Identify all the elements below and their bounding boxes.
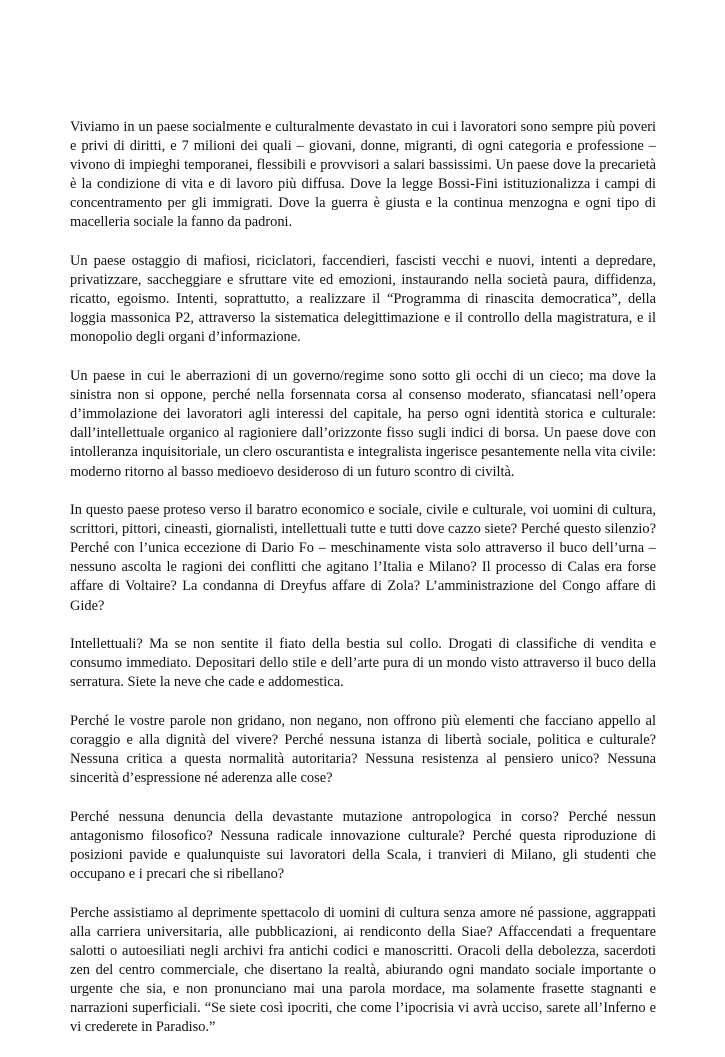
paragraph-4: In questo paese proteso verso il baratro economico e sociale, civile e culturale, voi uomini di cultura, scrittori, pittori, cineasti, giornalisti, intellettuali tutte e tutti dove cazzo siete? Perché questo silenzio? Perché con l’unica eccezione di Dario Fo – meschinamente vista solo attraverso il buco dell’urna – nessuno ascolta le ragioni dei conflitti che agitano l’Italia e Milano? Il processo di Calas era forse affare di Voltaire? La condanna di Dreyfus affare di Zola? L’amministrazione del Congo affare di Gide? — [70, 502, 656, 614]
paragraph-2: Un paese ostaggio di mafiosi, riciclatori, faccendieri, fascisti vecchi e nuovi, intenti a depredare, privatizzare, saccheggiare e sfruttare vite ed emozioni, instaurando nella società paura, diffidenza, ricatto, egoismo. Intenti, soprattutto, a realizzare il “Programma di rinascita democratica”, della loggia massonica P2, attraverso la sistematica delegittimazione e il controllo della magistratura, e il monopolio degli organi d’informazione. — [70, 253, 656, 346]
paragraph-7: Perché nessuna denuncia della devastante mutazione antropologica in corso? Perché nessun antagonismo filosofico? Nessuna radicale innovazione culturale? Perché questa riproduzione di posizioni pavide e qualunquiste sui lavoratori della Scala, i tranvieri di Milano, gli studenti che occupano e i precari che si ribellano? — [70, 808, 656, 883]
paragraph-1: Viviamo in un paese socialmente e culturalmente devastato in cui i lavoratori sono sempre più poveri e privi di diritti, e 7 milioni dei quali – giovani, donne, migranti, di ogni categoria e professione – vivono di impieghi temporanei, flessibili e provvisori a salari bassissimi. Un paese dove la precarietà è la condizione di vita e di lavoro più diffusa. Dove la legge Bossi-Fini istituzionalizza i campi di concentramento per gli immigrati. Dove la guerra è giusta e la continua menzogna e ogni tipo di macelleria sociale la fanno da padroni. — [70, 119, 656, 231]
paragraph-5: Intellettuali? Ma se non sentite il fiato della bestia sul collo. Drogati di classifiche di vendita e consumo immediato. Depositari dello stile e dell’arte pura di un mondo visto attraverso il buco della serratura. Siete la neve che cade e addomestica. — [70, 636, 656, 691]
paragraph-6: Perché le vostre parole non gridano, non negano, non offrono più elementi che facciano appello al coraggio e alla dignità del vivere? Perché nessuna istanza di libertà sociale, politica e culturale? Nessuna critica a questa normalità autoritaria? Nessuna resistenza al pensiero unico? Nessuna sincerità d’espressione né aderenza alle cose? — [70, 712, 656, 787]
document-page — [70, 118, 656, 1057]
paragraph-3: Un paese in cui le aberrazioni di un governo/regime sono sotto gli occhi di un cieco; ma dove la sinistra non si oppone, perché nella forsennata corsa al consenso moderato, sfiancatasi nell’opera d’immolazione dei lavoratori agli interessi del capitale, ha perso ogni identità storica e culturale: dall’intellettuale organico al ragioniere dall’orizzonte fisso sugli indici di borsa. Un paese dove con intolleranza inquisitoriale, un clero oscurantista e integralista ingerisce pesantemente nella vita civile: moderno ritorno al basso medioevo desideroso di un futuro scontro di civiltà. — [70, 368, 656, 480]
paragraph-8: Perche assistiamo al deprimente spettacolo di uomini di cultura senza amore né passione, aggrappati alla carriera universitaria, alle pubblicazioni, ai rendiconto della Siae? Affaccendati a frequentare salotti o autoesiliati negli archivi fra antichi codici e manoscritti. Oracoli della debolezza, sacerdoti zen del centro commerciale, che disertano la realtà, abiurando ogni mandato sociale importante o urgente che sia, e non pronunciano mai una parola mordace, ma solamente frasette stagnanti e narrazioni superficiali. “Se siete così ipocriti, che come l’ipocrisia vi avrà ucciso, sarete all’Inferno e vi crederete in Paradiso.” — [70, 904, 656, 1036]
